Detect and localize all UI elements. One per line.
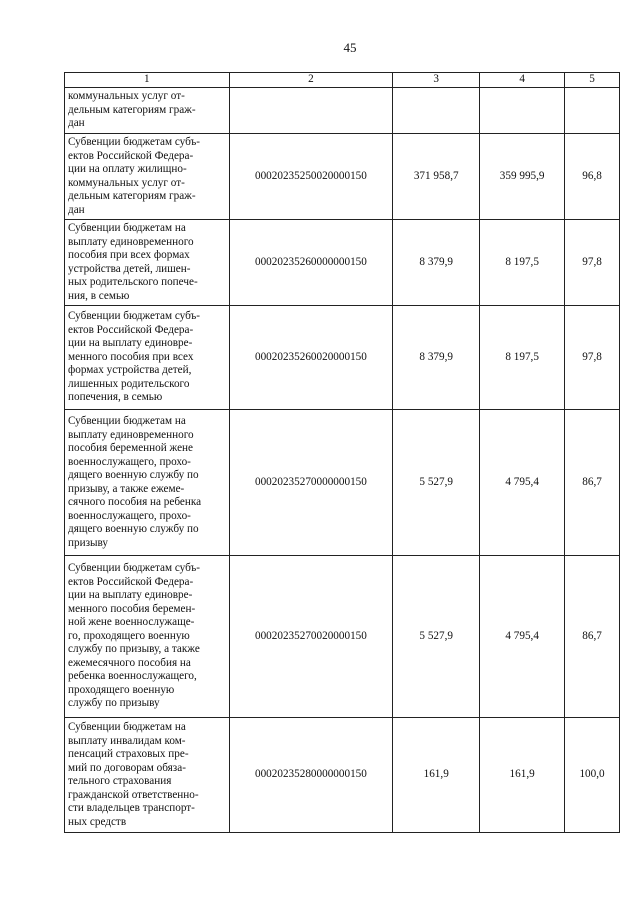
row-name: Субвенции бюджетам на выплату единовременного пособия при всех формах устройства детей, лишен- ных родительского попече- ния, в семью — [65, 220, 230, 306]
row-value-5: 86,7 — [565, 410, 620, 556]
row-value-5: 97,8 — [565, 306, 620, 410]
table-row — [65, 306, 620, 410]
column-header-1: 1 — [65, 73, 230, 88]
row-value-4: 4 795,4 — [480, 410, 565, 556]
row-name: Субвенции бюджетам на выплату единовременного пособия беременной жене военнослужащего, прохо- дящего военную службу по призыву, а также ежеме- сячного пособия на ребенка военнослужащего, прохо- дящего военную службу по призыву — [65, 410, 230, 556]
row-name: Субвенции бюджетам субъ- ектов Российской Федера- ции на выплату единовре- менного пособия при всех формах устройства детей, лишенных родительского попечения, в семью — [65, 306, 230, 410]
row-value-4: 8 197,5 — [480, 306, 565, 410]
row-value-4: 8 197,5 — [480, 220, 565, 306]
budget-table — [64, 72, 620, 833]
row-value-3 — [393, 88, 480, 134]
row-value-4 — [480, 88, 565, 134]
row-value-3: 161,9 — [393, 718, 480, 833]
row-name: Субвенции бюджетам на выплату инвалидам ком- пенсаций страховых пре- мий по договорам обяза- тельного страхования гражданской ответственно- сти владельцев транспорт- ных средств — [65, 718, 230, 833]
row-value-5: 97,8 — [565, 220, 620, 306]
row-code: 00020235280000000150 — [229, 718, 393, 833]
row-value-5: 96,8 — [565, 134, 620, 220]
column-header-3: 3 — [393, 73, 480, 88]
column-header-5: 5 — [565, 73, 620, 88]
table-row — [65, 134, 620, 220]
row-value-3: 8 379,9 — [393, 306, 480, 410]
row-name: Субвенции бюджетам субъ- ектов Российской Федера- ции на выплату единовре- менного пособия беремен- ной жене военнослужаще- го, проходящего военную службу по призыву, а также ежемесячного пособия на ребенка военнослужащего, проходящего военную службу по призыву — [65, 556, 230, 718]
row-name: Субвенции бюджетам субъ- ектов Российской Федера- ции на оплату жилищно- коммунальных услуг от- дельным категориям граж- дан — [65, 134, 230, 220]
row-code: 00020235260020000150 — [229, 306, 393, 410]
row-value-3: 5 527,9 — [393, 410, 480, 556]
row-value-5 — [565, 88, 620, 134]
row-code: 00020235260000000150 — [229, 220, 393, 306]
table-row — [65, 410, 620, 556]
row-value-3: 8 379,9 — [393, 220, 480, 306]
row-value-3: 371 958,7 — [393, 134, 480, 220]
row-value-3: 5 527,9 — [393, 556, 480, 718]
row-code — [229, 88, 393, 134]
row-value-4: 359 995,9 — [480, 134, 565, 220]
row-value-4: 4 795,4 — [480, 556, 565, 718]
table-row — [65, 220, 620, 306]
column-header-4: 4 — [480, 73, 565, 88]
row-value-5: 86,7 — [565, 556, 620, 718]
table-row — [65, 556, 620, 718]
table-row — [65, 88, 620, 134]
row-value-5: 100,0 — [565, 718, 620, 833]
page-number: 45 — [343, 40, 357, 55]
header-row — [65, 73, 620, 88]
row-name: коммунальных услуг от- дельным категориям граж- дан — [65, 88, 230, 134]
row-value-4: 161,9 — [480, 718, 565, 833]
row-code: 00020235250020000150 — [229, 134, 393, 220]
table-row — [65, 718, 620, 833]
column-header-2: 2 — [229, 73, 393, 88]
row-code: 00020235270020000150 — [229, 556, 393, 718]
row-code: 00020235270000000150 — [229, 410, 393, 556]
